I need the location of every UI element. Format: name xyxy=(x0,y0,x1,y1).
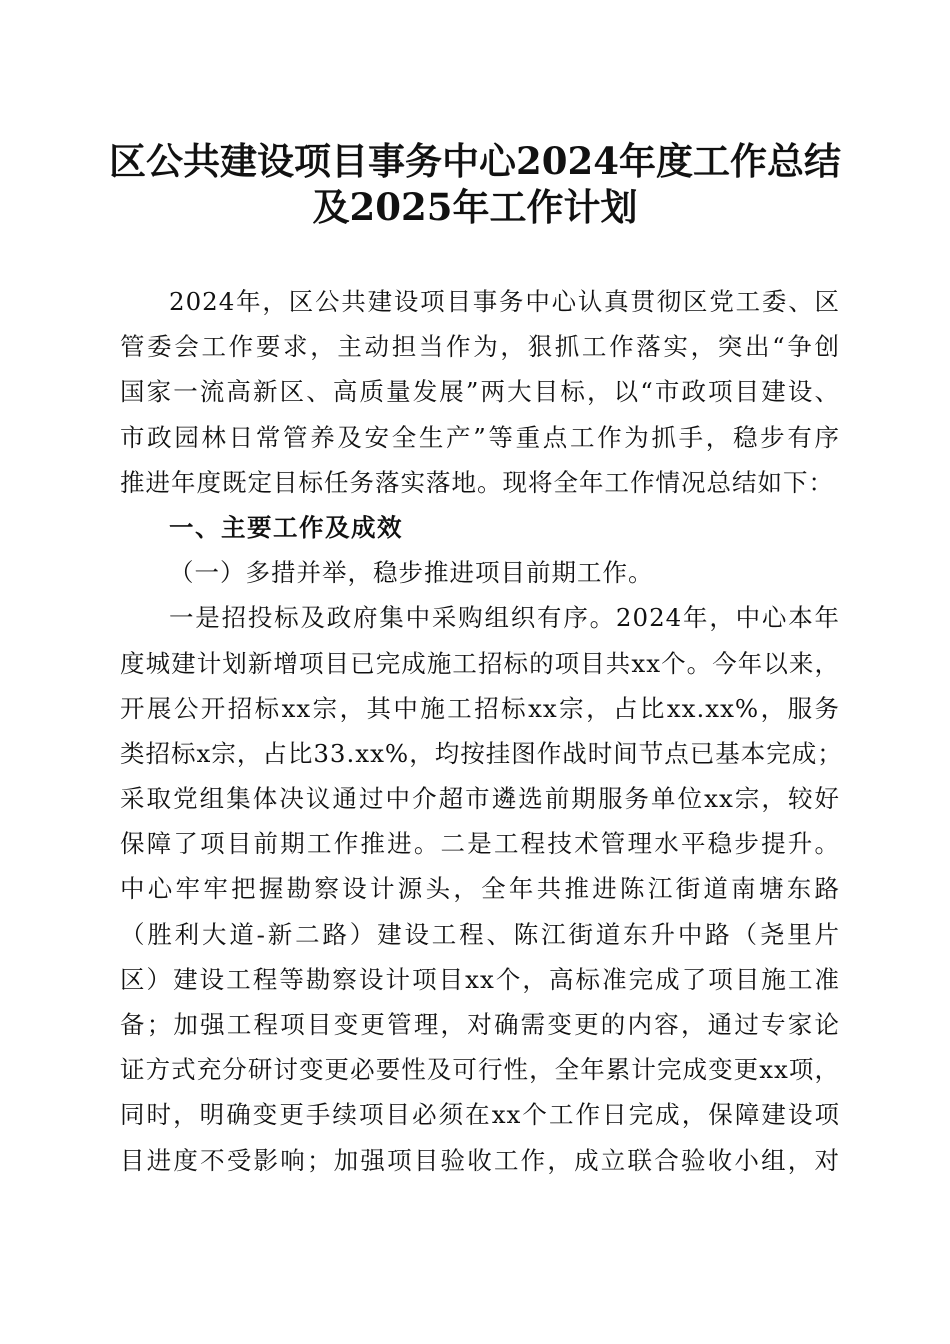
body-line: 采取党组集体决议通过中介超市遴选前期服务单位xx宗，较好 xyxy=(120,784,840,814)
body-line: 国家一流高新区、高质量发展”两大目标，以“市政项目建设、 xyxy=(120,377,840,407)
document-body xyxy=(120,279,843,1183)
body-line: 2024年，区公共建设项目事务中心认真贯彻区党工委、区 xyxy=(169,287,840,316)
body-line: 度城建计划新增项目已完成施工招标的项目共xx个。今年以来， xyxy=(120,648,840,678)
subsection-heading: （一）多措并举，稳步推进项目前期工作。 xyxy=(169,558,654,588)
body-line: 市政园林日常管养及安全生产”等重点工作为抓手，稳步有序 xyxy=(120,422,840,452)
body-line: 同时，明确变更手续项目必须在xx个工作日完成，保障建设项 xyxy=(120,1100,840,1130)
body-line: 管委会工作要求，主动担当作为，狠抓工作落实，突出“争创 xyxy=(120,332,840,362)
body-line: 区）建设工程等勘察设计项目xx个，高标准完成了项目施工准 xyxy=(120,964,840,994)
body-line: 类招标x宗，占比33.xx%，均按挂图作战时间节点已基本完成； xyxy=(120,738,843,768)
body-line: 推进年度既定目标任务落实落地。现将全年工作情况总结如下： xyxy=(120,467,834,497)
document-title-line-1: 区公共建设项目事务中心2024年度工作总结 xyxy=(109,139,841,183)
document-title-line-2: 及2025年工作计划 xyxy=(312,185,638,229)
section-heading: 一、主要工作及成效 xyxy=(169,512,403,542)
body-line: 开展公开招标xx宗，其中施工招标xx宗，占比xx.xx%，服务 xyxy=(120,693,840,723)
body-line: 目进度不受影响；加强项目验收工作，成立联合验收小组，对 xyxy=(120,1145,840,1175)
body-line: 备；加强工程项目变更管理，对确需变更的内容，通过专家论 xyxy=(120,1010,840,1039)
body-line: 保障了项目前期工作推进。二是工程技术管理水平稳步提升。 xyxy=(120,829,840,859)
body-line: 证方式充分研讨变更必要性及可行性，全年累计完成变更xx项， xyxy=(120,1055,840,1085)
body-line: 中心牢牢把握勘察设计源头，全年共推进陈江街道南塘东路 xyxy=(120,874,840,904)
body-line: 一是招投标及政府集中采购组织有序。2024年，中心本年 xyxy=(169,603,840,633)
body-line: （胜利大道-新二路）建设工程、陈江街道东升中路（尧里片 xyxy=(120,919,840,949)
